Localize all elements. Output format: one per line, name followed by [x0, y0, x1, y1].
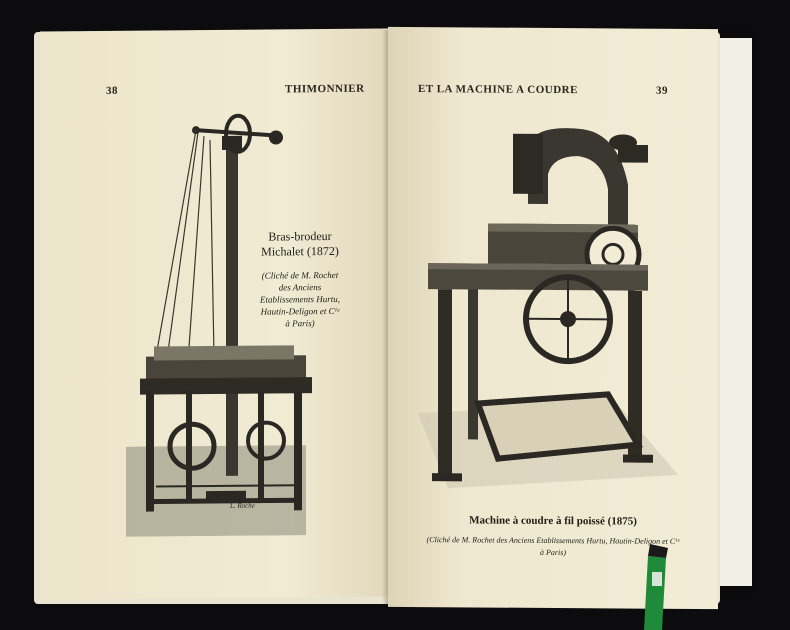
pencil-icon	[632, 544, 672, 630]
caption-title-line2: Michalet (1872)	[261, 243, 339, 259]
caption-title-right: Machine à coudre à fil poissé (1875)	[469, 514, 637, 528]
credit-line2-right: à Paris)	[540, 547, 566, 558]
left-page	[40, 28, 392, 599]
running-head-right: ET LA MACHINE A COUDRE	[418, 83, 578, 97]
credit-line5: à Paris)	[285, 318, 315, 329]
sewing-machine-illustration	[418, 113, 678, 495]
engraver-signature: L. Roche	[230, 501, 255, 510]
credit-line2: des Anciens	[278, 282, 322, 293]
right-page	[388, 27, 718, 609]
credit-line1-right: (Cliché de M. Rochet des Anciens Etablissements Hurtu, Hautin-Deligon et Cᴵᵉ	[426, 535, 680, 546]
embroidery-machine-illustration	[126, 105, 316, 537]
credit-line3: Etablissements Hurtu,	[260, 293, 340, 305]
credit-line1: (Cliché de M. Rochet	[261, 269, 339, 281]
page-number-right: 39	[656, 84, 668, 97]
running-head-left: THIMONNIER	[285, 82, 365, 96]
caption-title-line1: Bras-brodeur	[268, 228, 332, 244]
credit-line4: Hautin-Deligon et Cᴵᵉ	[260, 305, 340, 317]
page-number-left: 38	[106, 84, 118, 97]
